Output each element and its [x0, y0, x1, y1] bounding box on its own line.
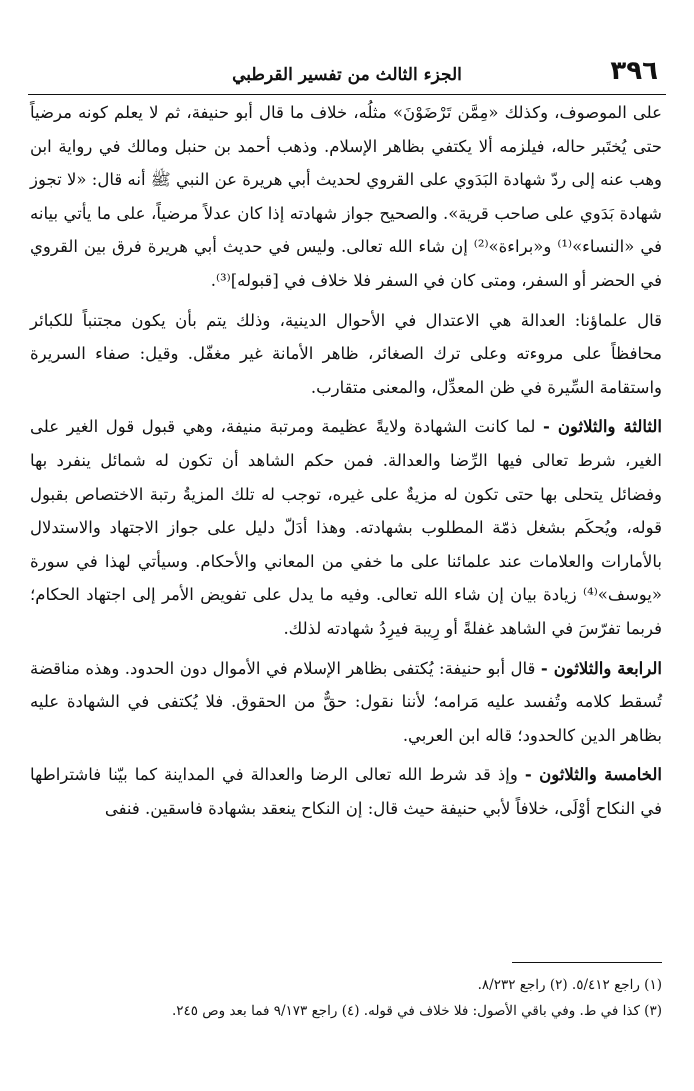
footnote-line: (١) راجع ٥/٤١٢. (٢) راجع ٨/٢٣٢.: [477, 977, 662, 993]
running-title: الجزء الثالث من تفسير القرطبي: [232, 65, 462, 85]
paragraph: [30, 410, 662, 645]
page-number: ٣٩٦: [610, 56, 658, 86]
paragraph: [30, 304, 662, 405]
paragraph: [30, 96, 662, 298]
paragraph: [30, 652, 662, 753]
paragraph-text: لما كانت الشهادة ولايةً عظيمة ومرتبة منيفة، وهي قبول قول الغير على الغير، شرط تعالى فيها الرِّضا والعدالة. فمن حكم الشاهد أن تكون له شمائل ينفرد بها وفضائل يتحلى بها حتى تكون له مزيةٌ على غيره، توجب له تلك المزيةُ رتبة الاختصاص بقبول قوله، ويُحكَم بشغل ذمّة المطلوب بشهادته. وهذا أدَلّ دليل على جواز الاجتهاد والاستدلال بالأمارات والعلامات عند علمائنا على ما خفي من المعاني والأحكام. وسيأتي لهذا في سورة «يوسف»⁽⁴⁾ زيادة بيان إن شاء الله تعالى. وفيه ما يدل على تفويض الأمر إلى اجتهاد الحكام؛ فربما تفرّسَ في الشاهد غفلةً أو رِيبة فيرِدُ شهادته لذلك.: [30, 417, 662, 638]
paragraph-text: وإذ قد شرط الله تعالى الرضا والعدالة في المداينة كما بيّنا فاشتراطها في النكاح أوْلَى، خلافاً لأبي حنيفة حيث قال: إن النكاح ينعقد بشهادة فاسقين. فنفى: [30, 765, 662, 818]
footnote-divider: [512, 962, 662, 963]
paragraph: [30, 758, 662, 825]
footnote-line: (٣) كذا في ط. وفي باقي الأصول: فلا خلاف في قوله. (٤) راجع ٩/١٧٣ فما بعد وص ٢٤٥.: [171, 1003, 662, 1019]
paragraph-text: قال أبو حنيفة: يُكتفى بظاهر الإسلام في الأموال دون الحدود. وهذه مناقضة تُسقط كلامه وتُفسد عليه مَرامه؛ لأننا نقول: حقٌّ من الحقوق. فلا يُكتفى في الشهادة عليه بظاهر الدين كالحدود؛ قاله ابن العربي.: [30, 658, 662, 745]
page-header: [28, 52, 666, 95]
paragraph-text: قال علماؤنا: العدالة هي الاعتدال في الأحوال الدينية، وذلك يتم بأن يكون مجتنباً للكبائر محافظاً على مروءته وعلى ترك الصغائر، ظاهر الأمانة غير مغفّل. وقيل: صفاء السريرة واستقامة السِّيرة في ظن المعدِّل، والمعنى متقارب.: [30, 310, 662, 397]
section-heading: الثالثة والثلاثون -: [542, 417, 663, 437]
paragraph-text: على الموصوف، وكذلك «مِمَّن تَرْضَوْنَ» مثلُه، خلاف ما قال أبو حنيفة، ثم لا يعلم كونه مرضياً حتى يُختَبر حاله، فيلزمه ألا يكتفي بظاهر الإسلام. وذهب أحمد بن حنبل ومالك في رواية ابن وهب عنه إلى ردّ شهادة البَدَوي على القروي لحديث أبي هريرة عن النبي ﷺ أنه قال: «لا تجوز شهادة بَدَوي على صاحب قرية». والصحيح جواز شهادته إذا كان عدلاً مرضياً، على ما يأتي بيانه في «النساء»⁽¹⁾ و«براءة»⁽²⁾ إن شاء الله تعالى. وليس في حديث أبي هريرة فرق بين القروي في الحضر أو السفر، ومتى كان في السفر فلا خلاف في [قبوله]⁽³⁾.: [30, 103, 662, 290]
footnotes: [30, 972, 662, 1024]
section-heading: الخامسة والثلاثون -: [524, 765, 663, 785]
section-heading: الرابعة والثلاثون -: [540, 658, 662, 678]
body-text: [30, 96, 662, 825]
